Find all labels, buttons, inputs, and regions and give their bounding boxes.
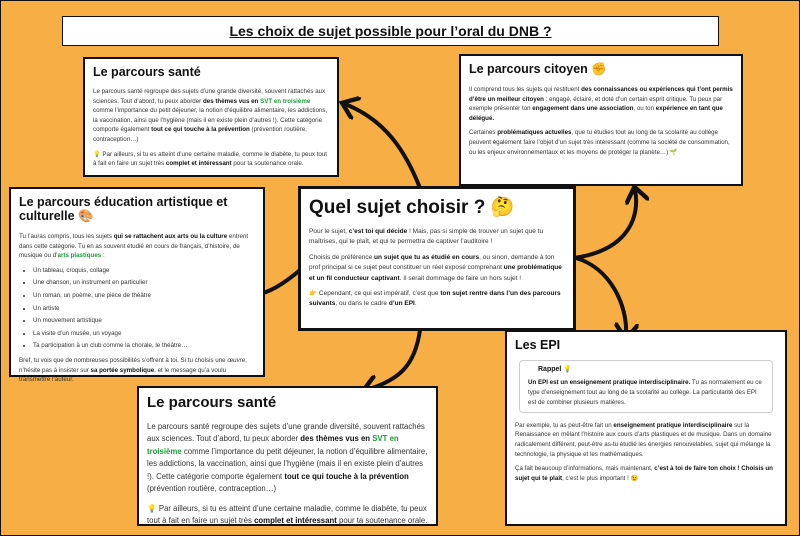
card-title: Les EPI [515,338,561,352]
card-paragraph: Tu l’auras compris, tous les sujets qui se rattachent aux arts ou la culture entrent dans cette catégorie. Tu en as souvent étudié en cours de français, d’histoire, de musique ou d’arts plastiques : [19,233,249,260]
card-citoyen [459,54,743,186]
card-sante-bottom [137,386,438,526]
list-item: • La visite d’un musée, un voyage [33,329,255,339]
arts-list [19,266,255,351]
center-title: Quel sujet choisir ? 🤔 [309,197,515,218]
card-paragraph: Pour le sujet, c’est toi qui décide ! Mais, pas si simple de trouver un sujet que tu maîtrises, qui te plaît, et qui te permettra de captiver l’auditoire ! [309,228,544,246]
list-item: • Un roman, un poème, une pièce de théâtre [33,291,255,301]
card-paragraph: Il comprend tous les sujets qui restituent des connaissances ou expériences qui t’ont permis d’être un meilleur citoyen : engagé, éclairé, et doté d’un certain esprit critique. Tu peux par exemple présenter ton engagement dans une association, ou ton expérience en tant que délégué. [469,86,733,122]
card-paragraph: Choisis de préférence un sujet que tu as étudié en cours, ou sinon, demande à ton prof principal si ce sujet peut constituer un réel exposé comprenant une problématique et un fil conducteur captivant. Il serait dommage de faire un hors sujet ! [309,253,562,282]
list-item: • Un mouvement artistique [33,316,255,326]
rappel-box [519,360,773,413]
card-paragraph: 💡 Par ailleurs, si tu es atteint d’une certaine maladie, comme le diabète, tu peux tout à fait en faire un sujet très complet et intéressant pour ta soutenance orale. [93,150,328,168]
list-item: • Ta participation à un club comme la chorale, le théâtre… [33,341,255,351]
list-item: • Une chanson, un instrument en particulier [33,278,255,288]
card-sante-top [83,57,339,177]
card-title: Le parcours éducation artistique et culturelle 🎨 [19,195,228,223]
card-paragraph: Ça fait beaucoup d’informations, mais maintenant, c’est à toi de faire ton choix ! Choisis un sujet qui te plaît, c’est le plus important ! 😉 [515,465,773,482]
list-item: • Un tableau, croquis, collage [33,266,255,276]
card-paragraph: Bref, tu vois que de nombreuses possibilités s’offrent à toi. Si tu choisis une œuvre, n’hésite pas à insister sur sa portée symbolique, et le message qu’a voulu transmettre l’auteur. [19,357,247,384]
card-paragraph: Le parcours santé regroupe des sujets d’une grande diversité, souvent rattachés aux sciences. Tout d’abord, tu peux aborder des thèmes vus en SVT en troisième comme l’importance du petit déjeuner, la notion d’équilibre alimentaire, les addictions, la vaccination, ainsi que l’hygiène (mais il en existe plein d’autres !). Cette catégorie comporte également tout ce qui touche à la prévention (prévention routière, contraception…) [147,422,428,494]
page-title: Les choix de sujet possible pour l’oral du DNB ? [229,23,552,39]
card-center [298,186,576,331]
card-title: Le parcours citoyen ✊ [469,62,607,76]
rappel-title: Rappel 💡 [538,366,572,373]
card-title: Le parcours santé [147,394,277,411]
card-arts [9,187,265,384]
list-item: • Un artiste [33,304,255,314]
page-title-box [62,16,719,46]
card-paragraph: 👉 Cependant, ce qui est impératif, c’est que ton sujet rentre dans l’un des parcours suivants, ou dans le cadre d’un EPI. [309,289,561,308]
card-paragraph: 💡 Par ailleurs, si tu es atteint d’une certaine maladie, comme le diabète, tu peux tout à fait en faire un sujet très complet et intéressant pour ta soutenance orale. [147,503,428,526]
rappel-text: Un EPI est un enseignement pratique interdisciplinaire. Tu as normalement eu ce type d’enseignement tout au long de ta scolarité au collège. La particularité des EPI est de combiner plusieurs matières. [528,379,762,406]
card-paragraph: Le parcours santé regroupe des sujets d’une grande diversité, souvent rattachés aux sciences. Tout d’abord, tu peux aborder des thèmes vus en SVT en troisième comme l’importance du petit déjeuner, la notion d’équilibre alimentaire, les addictions, la vaccination, ainsi que l’hygiène (mais il en existe plein d’autres !). Cette catégorie comporte également tout ce qui touche à la prévention (prévention routière, contraception…) [93,88,328,144]
card-paragraph: Certaines problématiques actuelles, que tu étudies tout au long de ta scolarité au collège peuvent également faire l’objet d’un sujet très intéressant (comme la société de consommation, ou les enjeux environnementaux et les moyens de protéger la planète…) 🌱 [469,129,730,156]
card-epi [505,330,787,526]
card-title: Le parcours santé [93,65,201,79]
card-paragraph: Par exemple, tu as peut-être fait un enseignement pratique interdisciplinaire sur la Renaissance en mêlant l’histoire aux cours d’arts plastiques et de musique. Dans un domaine radicalement différent, peut-être as-tu étudié les énergies renouvelables, sujet qui mélange la technologie, la physique et les mathématiques. [515,421,772,458]
